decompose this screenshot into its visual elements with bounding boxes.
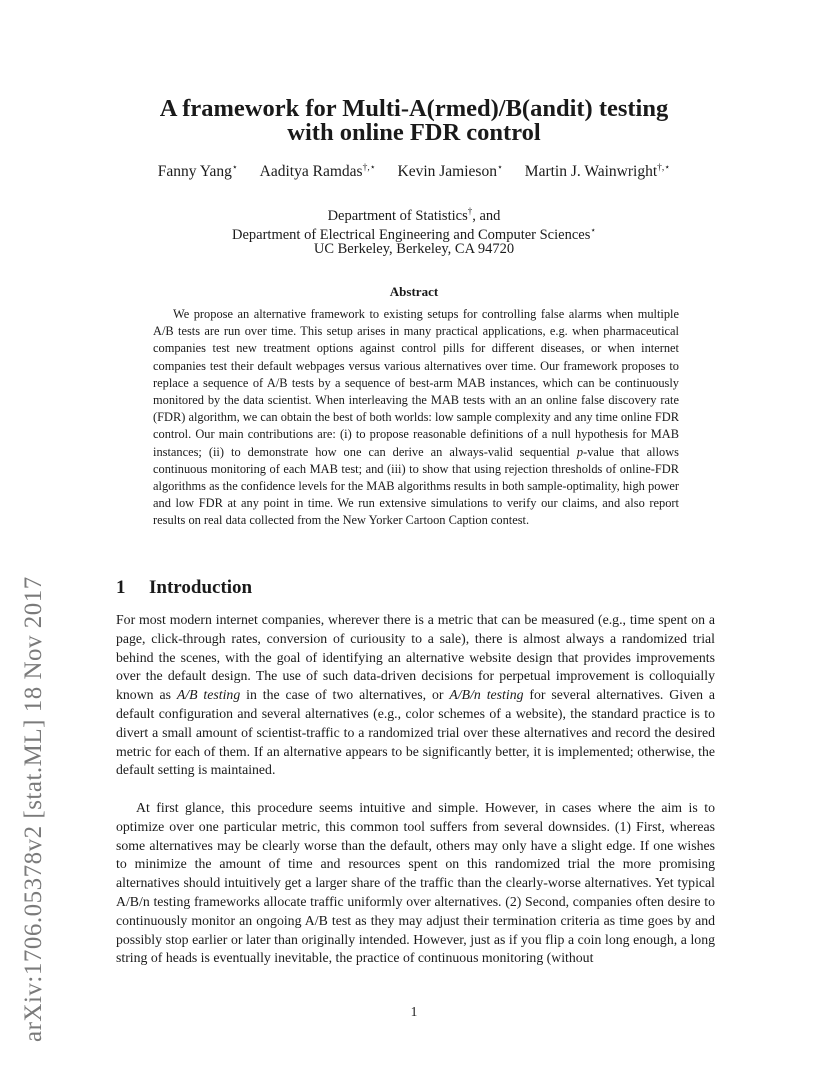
section-heading: 1 Introduction bbox=[116, 577, 253, 598]
intro-paragraph-2: At first glance, this procedure seems intuitive and simple. However, in cases where the aim is to optimize over one particular metric, this common tool suffers from several downsides. (1) First, whereas some alternatives may be clearly worse than the default, others may only have a slight edge. If one wishes to minimize the amount of time and resources spent on this randomized trial the more promising alternatives should intuitively get a larger share of the traffic than the clearly-worse alternatives. Yet typical A/B/n testing frameworks allocate traffic uniformly over alternatives. (2) Second, companies often desire to continuously monitor an ongoing A/B test as they may adjust their termination criteria as time goes by and possibly stop earlier or later than originally intended. However, just as if you flip a coin long enough, a long string of heads is eventually inevitable, the practice of continuous monitoring (without bbox=[116, 800, 715, 966]
affiliation-line-1: Department of Statistics†, and bbox=[327, 206, 501, 224]
arxiv-identifier: arXiv:1706.05378v2 [stat.ML] 18 Nov 2017 bbox=[20, 576, 47, 1042]
author-list bbox=[0, 162, 828, 181]
affiliation-line-3: UC Berkeley, Berkeley, CA 94720 bbox=[313, 241, 515, 257]
abstract-heading: Abstract bbox=[389, 284, 439, 299]
abstract-text: We propose an alternative framework to existing setups for controlling false alarms when multiple A/B tests are run over time. This setup arises in many practical applications, e.g. when pharmaceutical companies test new treatment options against control pills for different diseases, or when internet companies test their default webpages versus various alternatives over time. Our framework proposes to replace a sequence of A/B tests by a sequence of best-arm MAB instances, which can be continuously monitored by the data scientist. When interleaving the MAB tests with an an online false discovery rate (FDR) algorithm, we can obtain the best of both worlds: low sample complexity and any time online FDR control. Our main contributions are: (i) to propose reasonable definitions of a null hypothesis for MAB instances; (ii) to demonstrate how one can derive an always-valid sequential p-value that allows continuous monitoring of each MAB test; and (iii) to show that using rejection thresholds of online-FDR algorithms as the confidence levels for the MAB algorithms results in both sample-optimality, high power and low FDR at any point in time. We run extensive simulations to verify our claims, and also report results on real data collected from the New Yorker Cartoon Caption contest. bbox=[153, 307, 679, 528]
page-number: 1 bbox=[410, 1004, 418, 1019]
intro-paragraph-1: For most modern internet companies, wherever there is a metric that can be measured (e.g., time spent on a page, click-through rates, conversion of curiousity to a sale), there is almost always a randomized trial behind the scenes, with the goal of identifying an alternative website design that provides improvements over the default design. The use of such data-driven decisions for perpetual improvement is colloquially known as A/B testing in the case of two alternatives, or A/B/n testing for several alternatives. Given a default configuration and several alternatives (e.g., color schemes of a website), the standard practice is to divert a small amount of scientist-traffic to a randomized trial over these alternatives and record the desired metric for each of them. If an alternative appears to be significantly better, it is implemented; otherwise, the default setting is maintained. bbox=[116, 612, 716, 778]
paper-title-line-2: with online FDR control bbox=[287, 119, 541, 146]
author: Fanny Yang⋆ bbox=[157, 163, 238, 181]
paper-title-line-1: A framework for Multi-A(rmed)/B(andit) testing bbox=[159, 95, 669, 122]
author: Martin J. Wainwright†,⋆ bbox=[524, 163, 671, 181]
author: Kevin Jamieson⋆ bbox=[397, 163, 503, 181]
author: Aaditya Ramdas†,⋆ bbox=[259, 163, 376, 181]
affiliation-line-2: Department of Electrical Engineering and Computer Sciences⋆ bbox=[232, 225, 596, 243]
